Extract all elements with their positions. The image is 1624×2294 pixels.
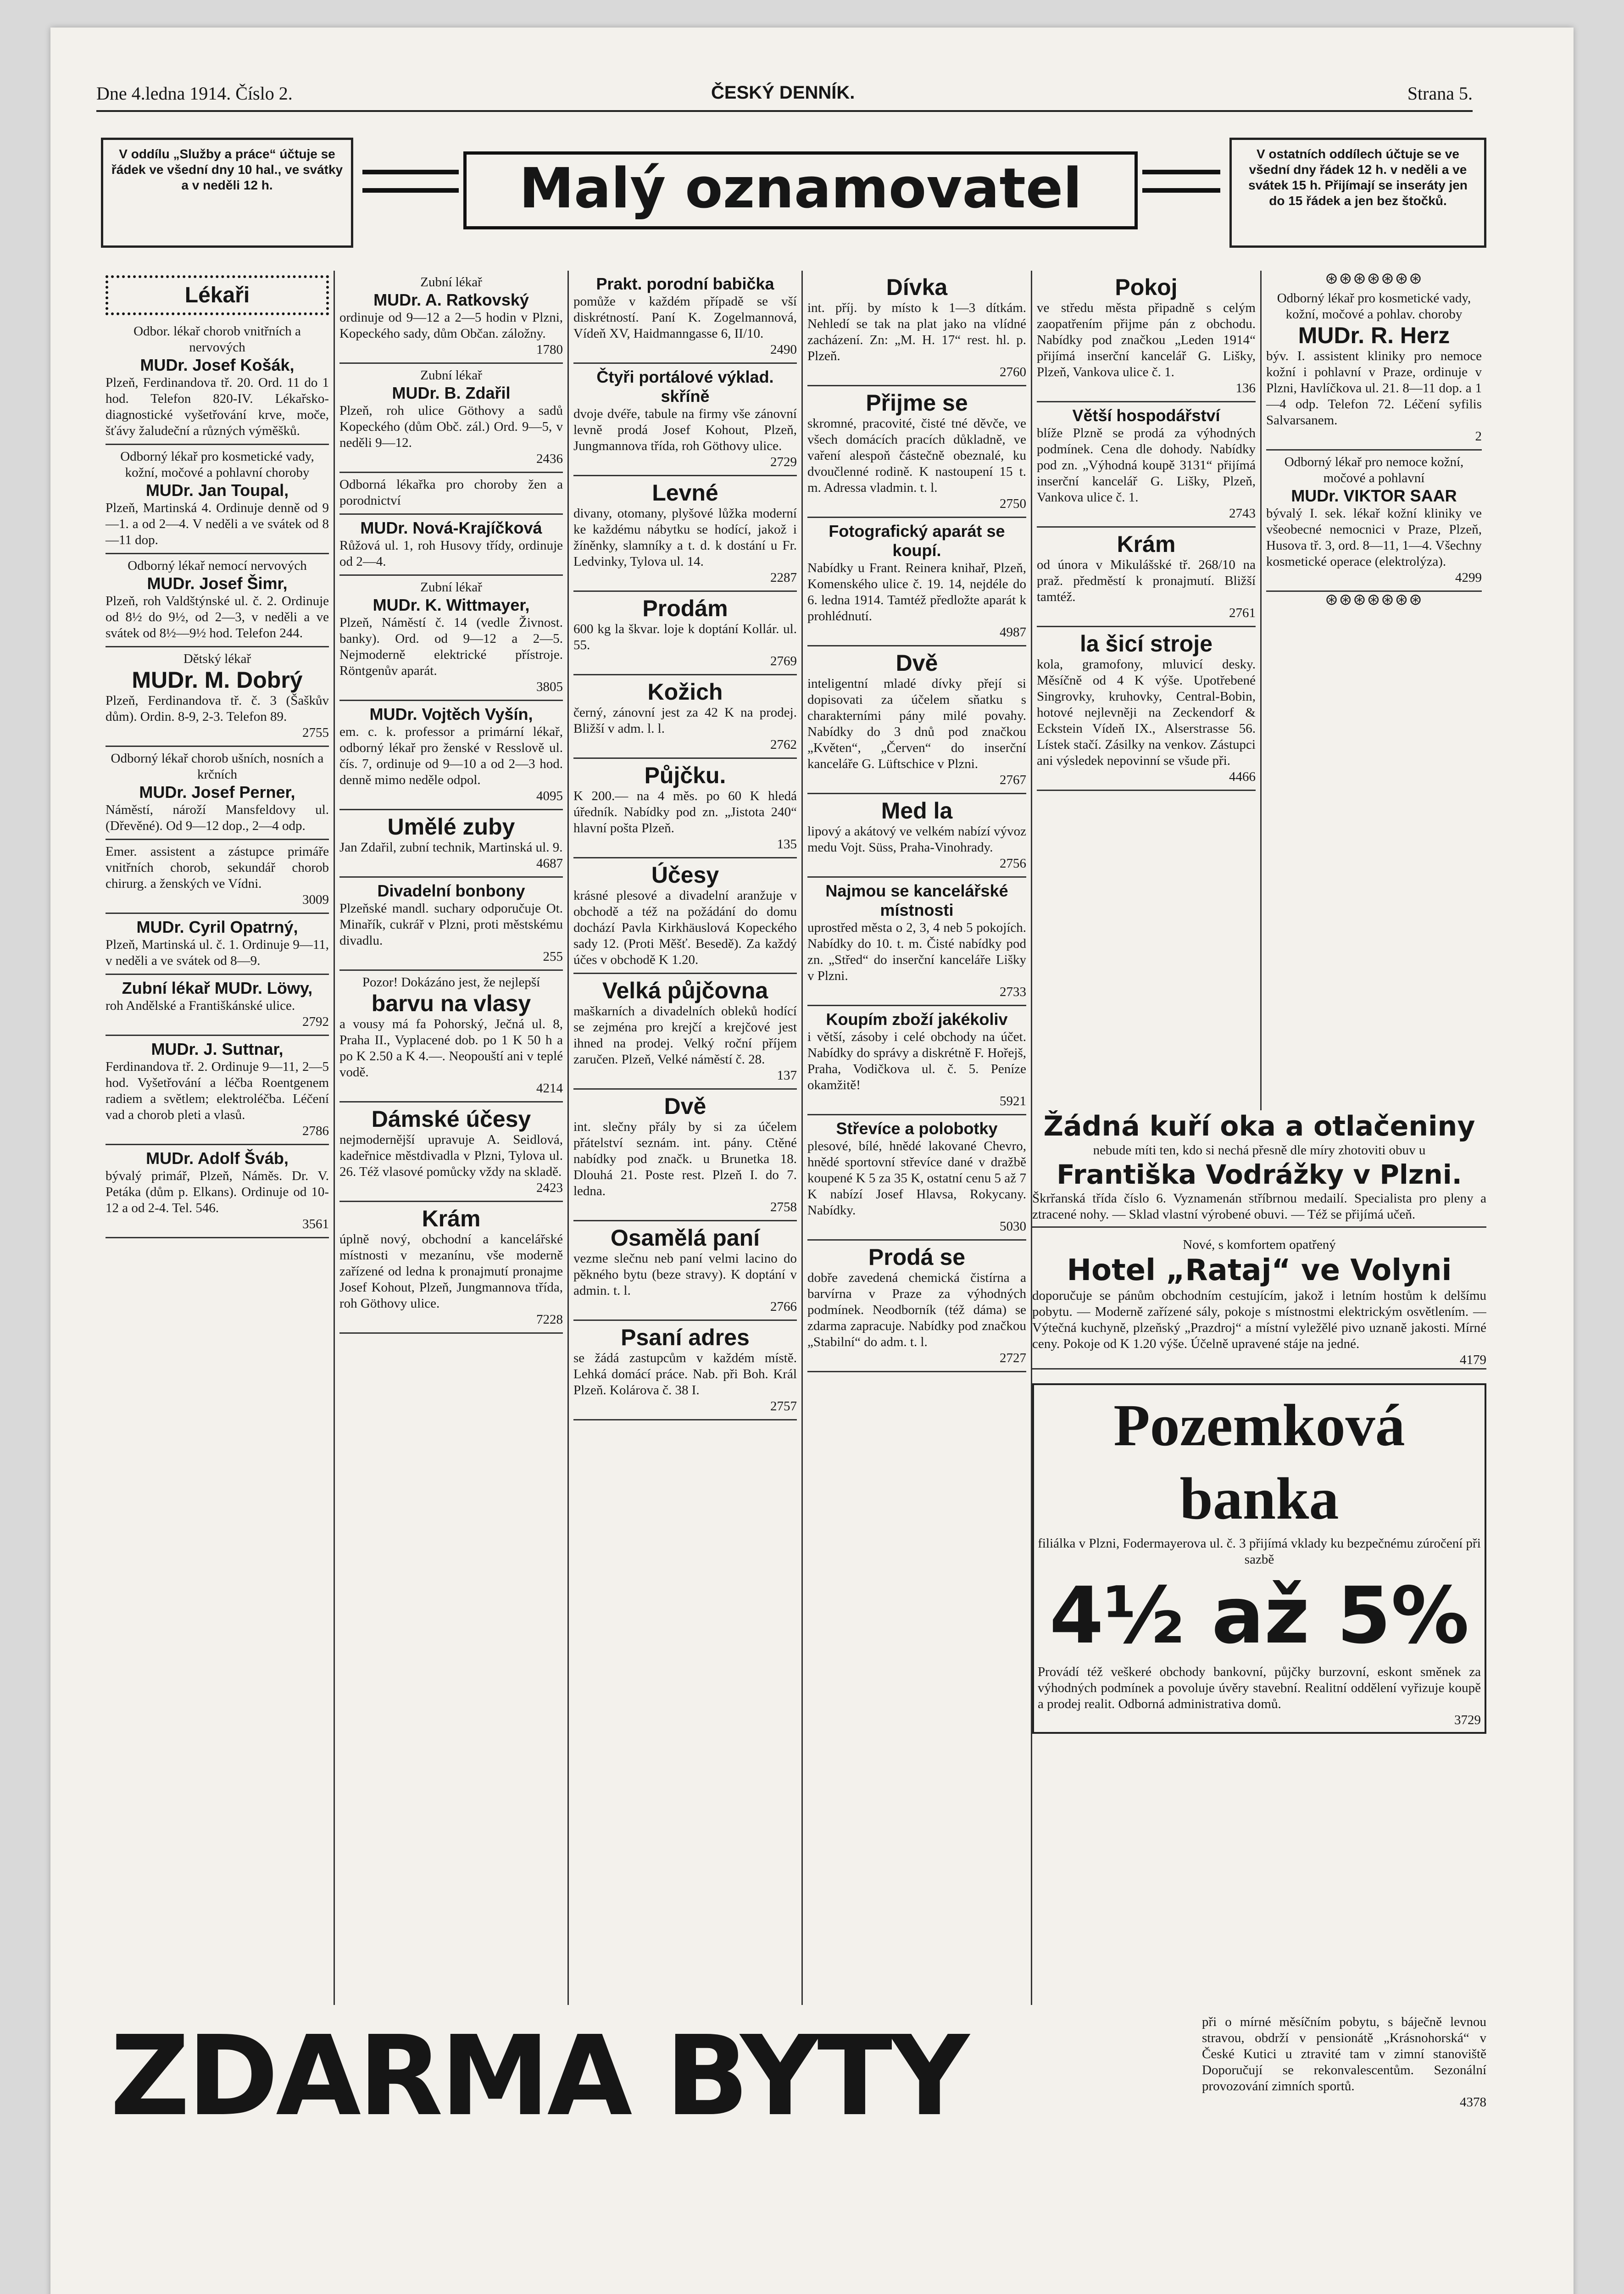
ad-headline: Levné (652, 480, 718, 506)
ad-text: i větší, zásoby i celé obchody na účet. Nabídky do správy a diskrétně F. Hořejš, Praha, Vodičkova ul. č. 5. Peníze okamžitě! (807, 1030, 1026, 1092)
ad-item (339, 1102, 563, 1202)
ad-subtitle: Odborný lékař pro kosmetické vady, kožní, močové a pohlav. choroby (1277, 291, 1471, 322)
ad-item (1037, 627, 1256, 791)
ad-item (807, 1115, 1026, 1241)
ad-item (573, 271, 797, 364)
ad-headline: MUDr. R. Herz (1298, 323, 1450, 348)
ad-subtitle: Dětský lékař (183, 651, 251, 666)
ad-number: 5921 (1000, 1094, 1026, 1108)
ad-item (807, 794, 1026, 878)
ad-text: ve středu města připadně s celým zaopatřením přijme pán z obchodu. Nabídky pod značkou „Leden 1914“ přijímá inserční kancelář G. Lišky, Plzeň, Vankova ulice č. 1. (1037, 301, 1256, 379)
ad-number: 4466 (1229, 769, 1256, 784)
ad-number: 2727 (1000, 1351, 1026, 1365)
ad-text: 600 kg la škvar. loje k doptání Kollár. ul. 55. (573, 622, 797, 652)
ad-item (106, 1036, 329, 1145)
ad-number: 2733 (1000, 985, 1026, 999)
ad-number: 2490 (770, 342, 797, 357)
ad-item (339, 364, 563, 473)
ad-item (106, 747, 329, 840)
ad-text: vezme slečnu neb paní velmi lacino do pěkného bytu (beze stravy). K doptání v admin. t. l. (573, 1251, 797, 1298)
ad-number: 3561 (302, 1217, 329, 1231)
ad-number: 4987 (1000, 625, 1026, 640)
ad-number: 3805 (536, 679, 563, 694)
ad-text: lipový a akátový ve velkém nabízí vývoz medu Vojt. Süss, Praha-Vinohrady. (807, 824, 1026, 855)
ad-headline: MUDr. Josef Perner, (139, 783, 295, 802)
ad-text: skromné, pracovité, čisté tné děvče, ve všech domácích pracích důkladně, ve vaření alespoň částečně obeznalé, ku dvoučlenné rodině. K nastoupení 15 t. m. Adressa vladmin. t. l. (807, 416, 1026, 495)
ad-number: 4687 (536, 856, 563, 871)
ad-text: ordinuje od 9—12 a 2—5 hodin v Plzni, Kopeckého sady, dům Občan. záložny. (339, 310, 563, 341)
ad-headline: Prodám (642, 596, 728, 621)
ad-text: dvoje dvéře, tabule na firmy vše zánovní levně prodá Josef Kohout, Plzeň, Jungmannova třída, roh Göthovy ulice. (573, 406, 797, 453)
header-title: ČESKÝ DENNÍK. (711, 83, 855, 103)
ad-text: roh Andělské a Františkánské ulice. (106, 998, 295, 1013)
ad-item (573, 592, 797, 675)
ad-subtitle: Odborný lékař chorob ušních, nosních a krčních (111, 751, 324, 782)
ad-number: 4095 (536, 789, 563, 803)
ad-number: 3009 (302, 892, 329, 907)
ad-text: Plzeň, Ferdinandova tř. č. 3 (Šaškův dům). Ordin. 8-9, 2-3. Telefon 89. (106, 693, 329, 724)
ad-headline: MUDr. A. Ratkovský (373, 290, 529, 309)
ad-text: dobře zavedená chemická čistírna a barvírna v Praze za výhodných podmínek. Neodborník (též dáma) se zdarma zapracuje. Nabídky pod značkou „Stabilní“ do adm. t. l. (807, 1270, 1026, 1349)
hotel-pre: Nové, s komfortem opatřený (1183, 1237, 1336, 1252)
ad-number: 137 (777, 1068, 797, 1083)
hotel-num: 4179 (1032, 1352, 1486, 1370)
ad-text: inteligentní mladé dívky přejí si dopisovati za účelem sňatku s charakterními pány milé povahy. Nabídky do 3 dnů pod značkou „Květen“, „Červen“ do inserční kanceláře G. Lüftschice v Plzni. (807, 676, 1026, 771)
ad-text: kola, gramofony, mluvicí desky. Měsíčně od 4 K výše. Upotřebené Singrovky, kruhovky, Central-Bobin, hotové nejlevněji na Zeckendorf & Eckstein Vídeň IX., Alserstrasse 56. Lístek stačí. Zásilky na venkov. Zástupci ani výsledek nepovinní se všude při. (1037, 657, 1256, 768)
banner-title: Malý oznamovatel (463, 151, 1138, 229)
ad-number: 5030 (1000, 1219, 1026, 1234)
ad-headline: Dvě (664, 1093, 706, 1119)
ad-item (339, 271, 563, 364)
ad-text: plesové, bílé, hnědé lakované Chevro, hnědé sportovní střevíce dané v dražbě koupené K 5 za 35 K, ostatní cenu 5 až 7 K nabízí Josef Hlavsa, Rokycany. Nabídky. (807, 1139, 1026, 1218)
column-5 (1032, 271, 1262, 1110)
ad-text: bývalý primář, Plzeň, Náměs. Dr. V. Petáka (dům p. Elkans). Ordinuje od 10-12 a od 2-4. Tel. 546. (106, 1169, 329, 1215)
ad-number: 4214 (536, 1081, 563, 1096)
ad-text: maškarních a divadelních obleků hodící se zejména pro krejčí a krejčové jest ihned na prodej. Velký roční příjem zaručen. Plzeň, Velké náměstí č. 28. (573, 1004, 797, 1067)
ad-number: 4299 (1455, 570, 1482, 585)
ad-item (106, 445, 329, 554)
ad-headline: Prakt. porodní babička (596, 274, 774, 293)
ad-headline: Prodá se (868, 1244, 966, 1270)
ad-item (573, 858, 797, 974)
ad-headline: Dívka (886, 274, 948, 300)
ad-headline: Čtyři portálové výklad. skříně (596, 367, 774, 406)
ad-subtitle: Zubní lékař (420, 275, 482, 290)
banka-text: filiálka v Plzni, Fodermayerova ul. č. 3 přijímá vklady ku bezpečnému zúročení při sazbě (1038, 1536, 1481, 1567)
ad-item (106, 840, 329, 914)
ad-text: K 200.— na 4 měs. po 60 K hledá úředník. Nabídky pod zn. „Jistota 240“ hlavní pošta Plzeň. (573, 789, 797, 835)
ad-number: 2792 (302, 1014, 329, 1029)
vodrazka-headline: Františka Vodrážky v Plzni. (1057, 1159, 1462, 1190)
ad-number: 2756 (1000, 856, 1026, 871)
ad-item (573, 974, 797, 1090)
ad-item (339, 701, 563, 810)
column-3 (569, 271, 803, 2005)
ad-text: Náměstí, nároží Mansfeldovy ul. (Dřevěné). Od 9—12 dop., 2—4 odp. (106, 802, 329, 833)
ad-headline: Přijme se (866, 390, 968, 416)
ad-text: Nabídky u Frant. Reinera knihař, Plzeň, Komenského ulice č. 19. 14, nejdéle do 6. ledna 1914. Tamtéž předložte aparát k prohlédnutí. (807, 561, 1026, 624)
ad-item (573, 364, 797, 476)
ad-text: Plzeň, Martinská ul. č. 1. Ordinuje 9—11, v neděli a ve svátek od 8—9. (106, 937, 329, 968)
ad-text: Jan Zdařil, zubní technik, Martinská ul. 9. (339, 840, 563, 855)
ad-headline: MUDr. B. Zdařil (392, 384, 511, 402)
ad-item (339, 473, 563, 515)
ad-number: 136 (1235, 381, 1256, 395)
ad-text: Plzeň, Martinská 4. Ordinuje denně od 9—1. a od 2—4. V neděli a ve svátek od 8—11 dop. (106, 501, 329, 547)
column-1 (101, 271, 335, 2005)
ad-number: 2743 (1229, 506, 1256, 521)
banka-text-2: Provádí též veškeré obchody bankovní, půjčky burzovní, eskont směnek za výhodných podmínek a povoluje úvěry stavební. Realitní oddělení vyřizuje koupě a prodej realit. Odborná administrativa domů. (1038, 1665, 1481, 1711)
ad-text: od února v Mikulášské tř. 268/10 na praž. předměstí k pronajmutí. Bližší tamtéž. (1037, 557, 1256, 604)
circle-ornament-row-2: ⊛⊛⊛⊛⊛⊛⊛ (1325, 591, 1423, 608)
ad-text: býv. I. assistent kliniky pro nemoce kožní i pohlavní v Praze, ordinuje v Plzni, Havlíčkova ul. 21. 8—11 dop. a 1—4 odp. Telefon 72. Léčení syfilis Salvarsanem. (1266, 349, 1482, 428)
ad-text: em. c. k. professor a primární lékař, odborný lékař pro ženské v Resslově ul. čís. 7, ordinuje od 9—10 a od 2—3 hod. denně mimo neděle odpol. (339, 724, 563, 787)
ad-subtitle: Odborný lékař pro kosmetické vady, kožní, močové a pohlavní choroby (120, 449, 314, 480)
ad-text: Odborná lékařka pro choroby žen a porodnictví (339, 477, 563, 508)
ad-text: int. příj. by místo k 1—3 dítkám. Nehledí se tak na plat jako na vlídné zacházení. Zn: „M. H. 17“ rest. hl. p. Plzeň. (807, 301, 1026, 363)
ad-subtitle: Zubní lékař (420, 580, 482, 595)
ad-headline: barvu na vlasy (371, 991, 531, 1016)
ad-text: Ferdinandova tř. 2. Ordinuje 9—11, 2—5 hod. Vyšetřování a léčba Roentgenem radiem a světlem; elektroléčba. Léčení vad a chorob pleti a vlasů. (106, 1059, 329, 1122)
ad-headline: Dvě (895, 650, 938, 676)
banner-rule-right-2 (1142, 188, 1220, 193)
ad-text: černý, zánovní jest za 42 K na prodej. Bližší v adm. l. l. (573, 705, 797, 736)
ad-number: 2769 (770, 654, 797, 668)
ad-text: Plzeň, Náměstí č. 14 (vedle Živnost. banky). Ord. od 9—12 a 2—5. Nejmoderně elektrické přístroje. Röntgenův aparát. (339, 615, 563, 678)
column-4 (803, 271, 1032, 2005)
zadna-text: nebude míti ten, kdo si nechá přesně dle míry zhotoviti obuv u (1093, 1143, 1426, 1158)
ad-item (1037, 271, 1256, 402)
ad-headline: Půjčku. (644, 763, 726, 788)
ad-text: Plzeň, roh ulice Göthovy a sadů Kopeckého (dům Obč. zál.) Ord. 9—5, v neděli 9—12. (339, 403, 563, 450)
ad-text: int. slečny přály by si za účelem přátelství seznám. int. pány. Ctěné nabídky pod značk. u Brunetka 18. Dlouhá 21. Poste rest. Plzeň I. do 7. ledna. (573, 1119, 797, 1198)
hotel-headline: Hotel „Rataj“ ve Volyni (1067, 1253, 1452, 1287)
ad-item (106, 647, 329, 747)
ad-headline: Pokoj (1115, 274, 1178, 300)
ad-text: blíže Plzně se prodá za výhodných podmínek. Cena dle dohody. Nabídky pod zn. „Výhodná koupě 3131“ přijímá inserční kancelář G. Lišky, Plzeň, Vankova ulice č. 1. (1037, 426, 1256, 505)
banner-rule-right (1142, 170, 1220, 174)
ad-subtitle: Odborný lékař nemocí nervových (128, 558, 307, 573)
ad-item (573, 1221, 797, 1321)
ad-headline: MUDr. K. Wittmayer, (373, 596, 530, 614)
ad-text: bývalý I. sek. lékař kožní kliniky ve všeobecné nemocnici v Praze, Plzeň, Husova tř. 3, ord. 8—11, 1—4. Všechny kosmetické operace (elektrolýza). (1266, 506, 1482, 569)
ad-number: 2758 (770, 1200, 797, 1214)
top-left-notice: V oddílu „Služby a práce“ účtuje se řádek ve všední dny 10 hal., ve svátky a v neděli 12 h. (101, 138, 353, 248)
ad-headline: Krám (422, 1206, 481, 1231)
header-page: Strana 5. (1407, 83, 1473, 104)
ad-headline: MUDr. J. Suttnar, (151, 1040, 284, 1058)
ad-text: krásné plesové a divadelní aranžuje v obchodě a též na požádání do domu dochází Pavla Kirkhäuslová Kopeckého sady 12. (Proti Měšť. Besedě). Za každý účes v obchodě K 1.20. (573, 888, 797, 967)
ad-item (106, 975, 329, 1036)
ad-headline: Střevíce a polobotky (836, 1119, 998, 1138)
ad-headline: Kožich (647, 679, 723, 705)
wide-ads (1032, 1110, 1486, 2010)
ad-item (573, 1321, 797, 1420)
ad-headline: MUDr. M. Dobrý (132, 667, 303, 693)
ad-item (339, 971, 563, 1102)
ad-headline: MUDr. Adolf Šváb, (146, 1149, 289, 1168)
header-date: Dne 4.ledna 1914. Číslo 2. (96, 83, 293, 104)
circle-ornament-row: ⊛⊛⊛⊛⊛⊛⊛ (1325, 271, 1423, 287)
ad-headline: MUDr. Jan Toupal, (145, 481, 289, 500)
ad-number: 7228 (536, 1312, 563, 1327)
ad-item (807, 271, 1026, 386)
banka-rate: 4½ až 5% (1049, 1570, 1469, 1661)
ad-item (807, 386, 1026, 518)
ad-number: 255 (543, 949, 563, 964)
ad-number: 2761 (1229, 606, 1256, 620)
ad-headline: Fotografický aparát se koupí. (829, 522, 1005, 560)
section-lekari: Lékaři (106, 275, 329, 315)
zadna-headline: Žádná kuří oka a otlačeniny (1043, 1110, 1475, 1142)
ad-headline: Med la (881, 798, 953, 824)
ad-number: 2762 (770, 737, 797, 752)
ad-headline: Velká půjčovna (602, 978, 768, 1003)
ad-number: 2755 (302, 725, 329, 740)
ad-subtitle: Pozor! Dokázáno jest, že nejlepší (362, 975, 540, 990)
ad-number: 2766 (770, 1299, 797, 1314)
ad-item (1037, 528, 1256, 627)
ad-number: 135 (777, 837, 797, 852)
ad-headline: Dámské účesy (371, 1106, 531, 1132)
ad-headline: MUDr. Josef Košák, (140, 356, 295, 374)
ad-headline: Umělé zuby (387, 814, 515, 840)
ad-text: Plzeň, Ferdinandova tř. 20. Ord. 11 do 1 hod. Telefon 820-IV. Lékařsko-diagnostické vyšetřování krve, moče, šťávy žaludeční a různých výměšků. (106, 375, 329, 438)
ad-item (573, 675, 797, 759)
ad-headline: MUDr. Cyril Opatrný, (136, 918, 298, 936)
ad-item (807, 518, 1026, 646)
ad-text: divany, otomany, plyšové lůžka moderní ke každému nábytku se hodící, jakož i žíněnky, slamníky a t. d. k dostání u Fr. Ledvinky, Tylova ul. 14. (573, 506, 797, 569)
ad-headline: Krám (1117, 531, 1176, 557)
banner-rule-left (362, 170, 459, 174)
ad-text: se žádá zastupcům v každém místě. Lehká domácí práce. Nab. při Boh. Král Plzeň. Kolárova č. 38 I. (573, 1351, 797, 1398)
ad-text: Plzeň, roh Valdštýnské ul. č. 2. Ordinuje od 8½ do 9½, od 2—3, v neděli a ve svátek od 8½—9½ hod. Telefon 244. (106, 594, 329, 640)
ad-item (807, 878, 1026, 1006)
ad-item (573, 1090, 797, 1221)
ad-headline: Najmou se kancelářské místnosti (825, 881, 1008, 919)
ad-item (807, 1241, 1026, 1372)
ad-headline: Zubní lékař MUDr. Löwy, (122, 979, 313, 997)
ad-item (807, 1006, 1026, 1115)
ad-headline: Účesy (651, 862, 719, 888)
ad-number: 2786 (302, 1124, 329, 1138)
ad-item (1266, 287, 1482, 451)
ad-item (339, 576, 563, 701)
ad-text: pomůže v každém případě se vší diskrétností. Paní K. Zogelmannová, Vídeň XV, Haidmanngasse 6, II/10. (573, 294, 797, 341)
ad-number: 2760 (1000, 365, 1026, 379)
ad-number: 2729 (770, 455, 797, 469)
ad-number: 2 (1475, 429, 1482, 444)
ad-item (1266, 451, 1482, 592)
ad-number: 2750 (1000, 496, 1026, 511)
banka-num: 3729 (1454, 1713, 1481, 1727)
banka-headline: Pozemková banka (1113, 1392, 1405, 1532)
ad-text: nejmodernější upravuje A. Seidlová, kadeřnice městdivadla v Plzni, Tylova ul. 26. Též vlasové pomůcky vždy na skladě. (339, 1132, 563, 1179)
ad-headline: MUDr. Josef Šimr, (147, 574, 288, 593)
ad-text: Plzeňské mandl. suchary odporučuje Ot. Minařík, cukrář v Plzni, proti městskému divadlu. (339, 901, 563, 948)
ad-text: a vousy má fa Pohorský, Ječná ul. 8, Praha II., Vyplacené dob. po 1 K 50 h a po K 2.50 a K 4.—. Neopouští ani v teplé vodě. (339, 1017, 563, 1080)
ad-headline: Koupím zboží jakékoliv (826, 1010, 1008, 1029)
ad-headline: Divadelní bonbony (377, 881, 525, 900)
ad-number: 2767 (1000, 773, 1026, 787)
ad-item (106, 1145, 329, 1238)
banner-rule-left-2 (362, 188, 459, 193)
ad-item (106, 914, 329, 975)
ad-item (339, 878, 563, 971)
ad-headline: MUDr. Vojtěch Vyšín, (369, 705, 533, 724)
zdarma-byty-headline: ZDARMA BYTY (110, 2012, 967, 2140)
ad-subtitle: Zubní lékař (420, 368, 482, 383)
ad-text: Emer. assistent a zástupce primáře vnitřních chorob, sekundář chorob chirurg. a ženských ve Vídni. (106, 844, 329, 891)
ad-headline: Osamělá paní (610, 1225, 760, 1251)
ad-subtitle: Odborný lékař pro nemoce kožní, močové a pohlavní (1284, 455, 1464, 485)
ad-headline: Větší hospodářství (1072, 406, 1220, 425)
hotel-text: doporučuje se pánům obchodním cestujícím, jakož i letním hostům k delšímu pobytu. — Moderně zařízené sály, pokoje s místnostmi elektrickým osvětlením. — Výtečná kuchyně, plzeňský „Prazdroj“ a místní vyležělé pivo uznaně jakosti. Mírné ceny. Pokoje od K 1.20 výše. Účelně upravené stáje na jedné. (1032, 1288, 1486, 1351)
ad-number: 2436 (536, 451, 563, 466)
ad-item (106, 554, 329, 647)
page-header (96, 78, 1473, 112)
top-right-notice: V ostatních oddílech účtuje se ve všední dny řádek 12 h. v neděli a ve svátek 15 h. Přijímají se inseráty jen do 15 řádek a jen bez štočků. (1229, 138, 1486, 248)
ad-item (339, 1202, 563, 1334)
ad-number: 2287 (770, 570, 797, 585)
ad-subtitle: Odbor. lékař chorob vnitřních a nervových (133, 324, 301, 355)
ad-headline: MUDr. VIKTOR SAAR (1291, 486, 1457, 505)
ad-item (573, 759, 797, 858)
ad-number: 1780 (536, 342, 563, 357)
ad-text: Růžová ul. 1, roh Husovy třídy, ordinuje od 2—4. (339, 538, 563, 569)
ad-item (807, 646, 1026, 794)
ad-text: úplně nový, obchodní a kancelářské místnosti v mezanínu, vše moderně zařízené od ledna k pronajmutí pronajme Josef Kohout, Plzeň, Jungmannova třída, roh Göthovy ulice. (339, 1232, 563, 1311)
ad-item (339, 810, 563, 878)
ad-headline: MUDr. Nová-Krajíčková (360, 518, 542, 537)
column-2 (335, 271, 569, 2005)
ad-headline: la šicí stroje (1079, 631, 1213, 657)
ad-item (106, 320, 329, 445)
ad-item (573, 476, 797, 592)
ad-item (339, 515, 563, 576)
column-6 (1262, 271, 1486, 1110)
ad-headline: Psaní adres (621, 1325, 750, 1350)
ad-item (1037, 402, 1256, 528)
ad-text: uprostřed města o 2, 3, 4 neb 5 pokojích. Nabídky do 10. t. m. Čisté nabídky pod zn. „Střed“ do inserční kanceláře Lišky v Plzni. (807, 920, 1026, 983)
ad-number: 2757 (770, 1399, 797, 1414)
banka-ad (1032, 1383, 1486, 1734)
zdarma-text: při o mírné měsíčním pobytu, s báječně levnou stravou, obdrží v pensionátě „Krásnohorská“ v České Kutici u ztravité tam v zimní stanoviště Doporučují se rekonvalescentům. Sezonální provozování zimních sportů. 4378 (1202, 2015, 1486, 2110)
ad-number: 2423 (536, 1180, 563, 1195)
vodrazka-text: Škrřanská třída číslo 6. Vyznamenán stříbrnou medailí. Specialista pro pleny a ztracené nohy. — Sklad vlastní výrobené obuvi. — Též se přijímá učeň. (1032, 1191, 1486, 1228)
